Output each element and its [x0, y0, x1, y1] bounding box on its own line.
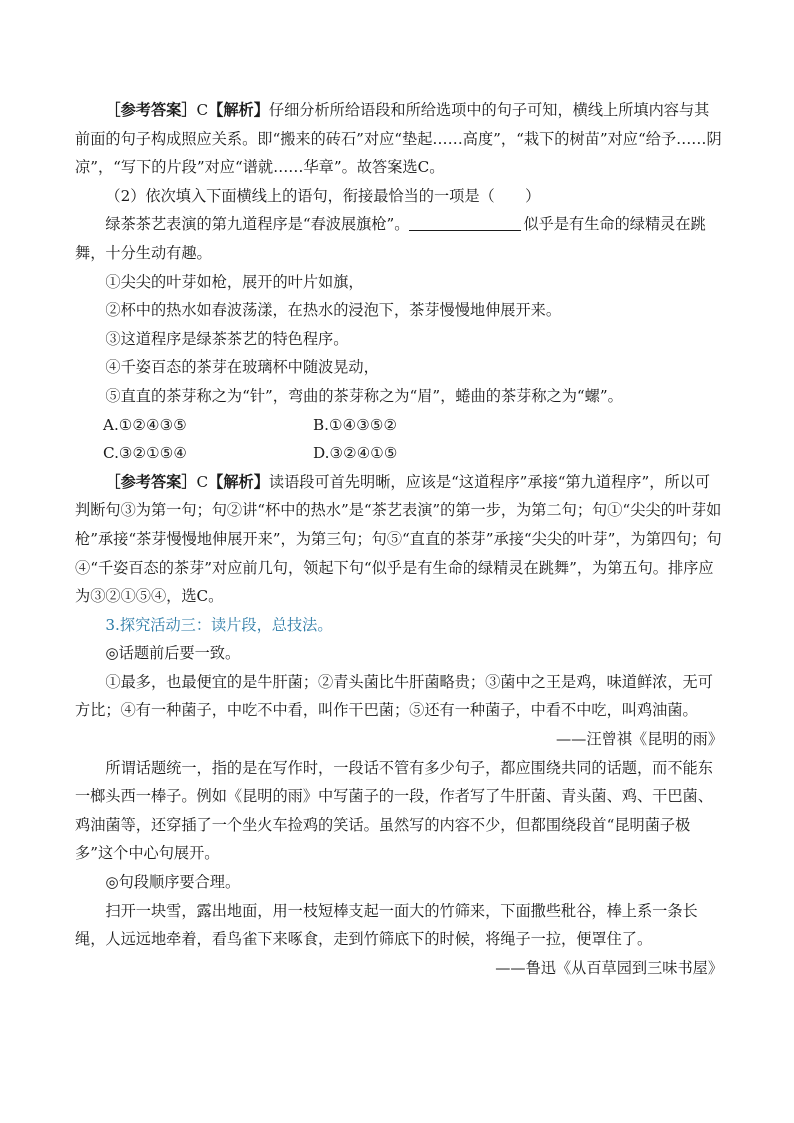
answer-2-paragraph [75, 468, 723, 611]
option-a: A.①②④③⑤ [103, 415, 187, 434]
answer-letter: C [196, 472, 209, 491]
analysis-tag: 【解析】 [208, 101, 269, 119]
options-row-1 [75, 411, 723, 440]
answer-letter: C [196, 101, 209, 119]
option-b: B.①④③⑤② [313, 415, 398, 434]
example-baicaoyuan: 扫开一块雪，露出地面，用一枝短棒支起一面大的竹筛来，下面撒些秕谷，棒上系一条长绳，人远远地牵着，看鸟雀下来啄食，走到竹筛底下的时候，将绳子一拉，便罩住了。 [75, 901, 698, 949]
fill-blank [409, 214, 521, 231]
sentence-item: ②杯中的热水如春波荡漾，在热水的浸泡下，茶芽慢慢地伸展开来。 [105, 301, 562, 320]
analysis-text: 仔细分析所给语段和所给选项中的句子可知，横线上所填内容与其前面的句子构成照应关系。即“搬来的砖石”对应“垫起……高度”，“栽下的树苗”对应“给予……阴凉”，“写下的片段”对应“谱就……华章”。故答案选C。 [75, 101, 722, 177]
point-sentence-order: ◎句段顺序要合理。 [105, 873, 241, 892]
options-row-2 [75, 439, 723, 468]
sentence-item: ①尖尖的叶芽如枪，展开的叶片如旗， [105, 272, 364, 291]
analysis-tag: 【解析】 [208, 472, 269, 491]
passage-before: 绿茶茶艺表演的第九道程序是“春波展旗枪”。 [105, 215, 410, 234]
explanation-paragraph: 所谓话题统一，指的是在写作时，一段话不管有多少句子，都应围绕共同的话题，而不能东一榔头西一棒子。例如《昆明的雨》中写菌子的一段，作者写了牛肝菌、青头菌、鸡、干巴菌、鸡油菌等，还穿插了一个坐火车捡鸡的笑话。虽然写的内容不少，但都围绕段首“昆明菌子极多”这个中心句展开。 [75, 758, 713, 863]
document-content [75, 96, 723, 982]
answer-tag: ［参考答案］ [105, 101, 197, 119]
analysis-text: 读语段可首先明晰，应该是“这道程序”承接“第九道程序”，所以可判断句③为第一句；句②讲“杯中的热水”是“茶艺表演”的第一步，为第二句；句①“尖尖的叶芽如枪”承接“茶芽慢慢地伸展开来”，为第三句；句⑤“直直的茶芽”承接“尖尖的叶芽”，为第四句；句④“千姿百态的茶芽”对应前几句，领起下句“似乎是有生命的绿精灵在跳舞”，为第五句。排序应为③②①⑤④，选C。 [75, 472, 722, 606]
point-topic-consistency: ◎话题前后要一致。 [105, 644, 241, 663]
activity-3-heading: 3.探究活动三：读片段，总技法。 [105, 615, 333, 634]
sentence-item: ③这道程序是绿茶茶艺的特色程序。 [105, 329, 349, 348]
source-baicaoyuan: ——鲁迅《从百草园到三味书屋》 [495, 958, 723, 977]
answer-1-paragraph [75, 96, 723, 182]
sentence-item: ④千姿百态的茶芽在玻璃杯中随波晃动， [105, 358, 379, 377]
sentence-item: ⑤直直的茶芽称之为“针”，弯曲的茶芽称之为“眉”，蜷曲的茶芽称之为“螺”。 [105, 386, 623, 405]
option-c: C.③②①⑤④ [103, 444, 187, 463]
source-kunming-rain: ——汪曾祺《昆明的雨》 [555, 730, 723, 749]
answer-tag: ［参考答案］ [105, 472, 197, 491]
option-d: D.③②④①⑤ [313, 444, 398, 463]
question-2-passage [75, 210, 723, 267]
passage-after: 似乎是有生命的绿精灵在跳舞，十分生动有趣。 [75, 215, 706, 262]
example-kunming-rain: ①最多，也最便宜的是牛肝菌；②青头菌比牛肝菌略贵；③菌中之王是鸡，味道鲜浓，无可方比；④有一种菌子，中吃不中看，叫作干巴菌；⑤还有一种菌子，中看不中吃，叫鸡油菌。 [75, 672, 713, 720]
question-2-stem: （2）依次填入下面横线上的语句，衔接最恰当的一项是（ ） [105, 186, 541, 205]
